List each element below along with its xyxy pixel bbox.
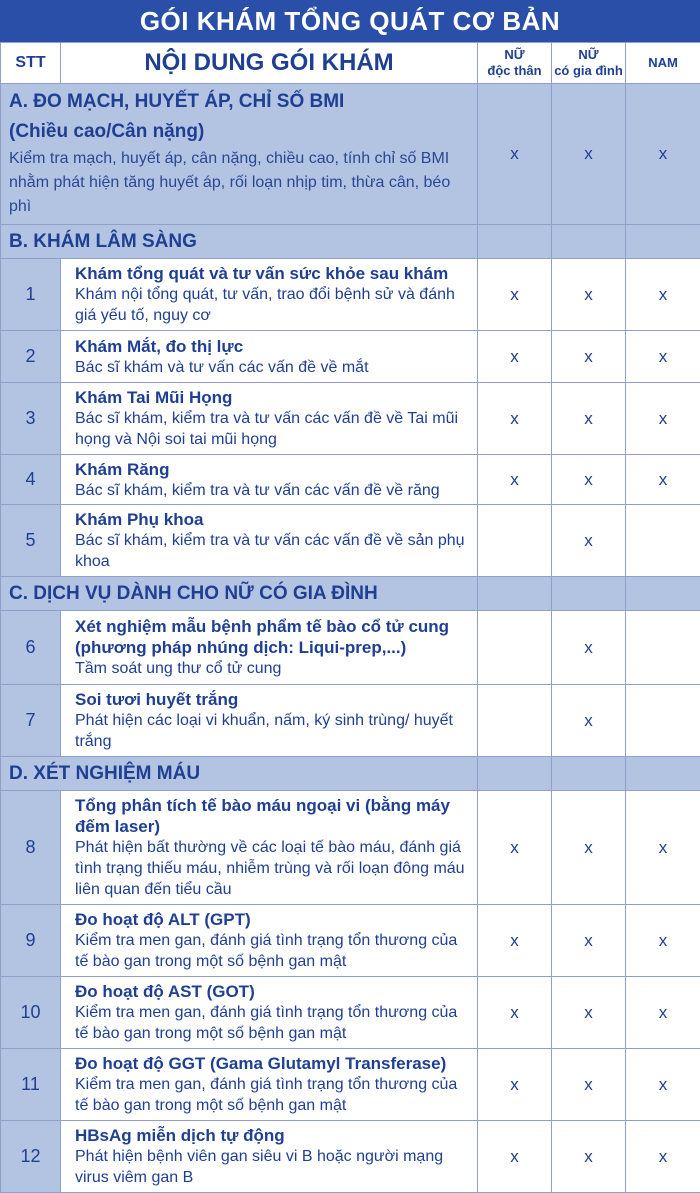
table-row [1, 685, 700, 757]
married-mark: x [552, 259, 626, 331]
single-mark: x [478, 977, 552, 1049]
male-mark: x [626, 259, 700, 331]
table-row [1, 791, 700, 905]
married-mark: x [552, 505, 626, 577]
table-row [1, 331, 700, 383]
single-mark: x [478, 455, 552, 505]
single-mark [478, 505, 552, 577]
row-number: 11 [1, 1049, 61, 1121]
exam-package-table [0, 42, 700, 1193]
row-content [61, 259, 478, 331]
married-mark: x [552, 1049, 626, 1121]
item-description: Bác sĩ khám, kiểm tra và tư vấn các vấn đề về sản phụ khoa [75, 530, 471, 572]
section-c-spacer [552, 577, 626, 611]
page-title: GÓI KHÁM TỔNG QUÁT CƠ BẢN [0, 0, 700, 42]
section-a-single-mark: x [478, 84, 552, 225]
item-description: Khám nội tổng quát, tư vấn, trao đổi bệnh sử và đánh giá yếu tố, nguy cơ [75, 284, 471, 326]
item-name: Soi tươi huyết trắng [75, 689, 471, 710]
single-mark: x [478, 1049, 552, 1121]
section-a-title: A. ĐO MẠCH, HUYẾT ÁP, CHỈ SỐ BMI [9, 87, 469, 117]
item-description: Phát hiện bệnh viên gan siêu vi B hoặc người mạng virus viêm gan B [75, 1146, 471, 1188]
table-row [1, 977, 700, 1049]
section-c-spacer [478, 577, 552, 611]
married-mark: x [552, 611, 626, 685]
section-d-title: D. XÉT NGHIỆM MÁU [1, 757, 478, 791]
male-mark: x [626, 1121, 700, 1193]
male-mark [626, 685, 700, 757]
male-mark: x [626, 977, 700, 1049]
section-c-row [1, 577, 700, 611]
section-b-title: B. KHÁM LÂM SÀNG [1, 225, 478, 259]
row-number: 10 [1, 977, 61, 1049]
item-name: Khám Răng [75, 459, 471, 480]
item-description: Kiểm tra men gan, đánh giá tình trạng tổn thương của tế bào gan trong một số bệnh gan mật [75, 1074, 471, 1116]
row-number: 7 [1, 685, 61, 757]
header-content: NỘI DUNG GÓI KHÁM [61, 43, 478, 84]
table-header-row [1, 43, 700, 84]
married-mark: x [552, 1121, 626, 1193]
male-mark: x [626, 331, 700, 383]
section-b-spacer [478, 225, 552, 259]
row-content [61, 383, 478, 455]
single-mark: x [478, 1121, 552, 1193]
row-number: 9 [1, 905, 61, 977]
row-number: 4 [1, 455, 61, 505]
item-name: Đo hoạt độ AST (GOT) [75, 981, 471, 1002]
item-name: Khám Phụ khoa [75, 509, 471, 530]
row-content [61, 905, 478, 977]
row-number: 1 [1, 259, 61, 331]
item-description: Kiểm tra men gan, đánh giá tình trạng tổn thương của tế bào gan trong một số bệnh gan mật [75, 930, 471, 972]
table-row [1, 259, 700, 331]
section-d-row [1, 757, 700, 791]
married-mark: x [552, 455, 626, 505]
row-number: 12 [1, 1121, 61, 1193]
married-mark: x [552, 383, 626, 455]
row-number: 8 [1, 791, 61, 905]
table-row [1, 1121, 700, 1193]
section-d-spacer [552, 757, 626, 791]
row-content [61, 611, 478, 685]
section-a-married-mark: x [552, 84, 626, 225]
row-content [61, 505, 478, 577]
row-content [61, 455, 478, 505]
table-row [1, 905, 700, 977]
header-married-female [552, 43, 626, 84]
item-name: Khám tổng quát và tư vấn sức khỏe sau khám [75, 263, 471, 284]
male-mark: x [626, 905, 700, 977]
married-mark: x [552, 905, 626, 977]
single-mark: x [478, 791, 552, 905]
item-description: Phát hiện các loại vi khuẩn, nấm, ký sinh trùng/ huyết trắng [75, 710, 471, 752]
section-a-description: Kiểm tra mạch, huyết áp, cân nặng, chiều cao, tính chỉ số BMI nhằm phát hiện tăng huyết áp, rối loạn nhịp tim, thừa cân, béo phì [9, 147, 469, 221]
table-row [1, 1049, 700, 1121]
male-mark [626, 611, 700, 685]
row-content [61, 1121, 478, 1193]
single-mark [478, 611, 552, 685]
section-c-spacer [626, 577, 700, 611]
item-name: HBsAg miễn dịch tự động [75, 1125, 471, 1146]
item-name: Khám Tai Mũi Họng [75, 387, 471, 408]
section-a-cell [1, 84, 478, 225]
table-row [1, 455, 700, 505]
item-description: Tầm soát ung thư cổ tử cung [75, 658, 471, 679]
section-d-spacer [626, 757, 700, 791]
row-content [61, 1049, 478, 1121]
item-description: Phát hiện bất thường về các loại tế bào máu, đánh giá tình trạng thiếu máu, nhiễm trùng và rối loạn đông máu liên quan đến tiểu cầu [75, 837, 471, 900]
row-content [61, 685, 478, 757]
table-row [1, 611, 700, 685]
single-mark: x [478, 905, 552, 977]
section-b-spacer [626, 225, 700, 259]
item-description: Kiểm tra men gan, đánh giá tình trạng tổn thương của tế bào gan trong một số bệnh gan mật [75, 1002, 471, 1044]
married-mark: x [552, 685, 626, 757]
section-a-male-mark: x [626, 84, 700, 225]
married-mark: x [552, 331, 626, 383]
single-mark: x [478, 259, 552, 331]
table-row [1, 505, 700, 577]
item-description: Bác sĩ khám và tư vấn các vấn đề về mắt [75, 357, 471, 378]
item-name: Tổng phân tích tế bào máu ngoại vi (bằng máy đếm laser) [75, 795, 471, 837]
married-mark: x [552, 791, 626, 905]
row-number: 3 [1, 383, 61, 455]
male-mark: x [626, 455, 700, 505]
male-mark: x [626, 383, 700, 455]
married-mark: x [552, 977, 626, 1049]
row-number: 5 [1, 505, 61, 577]
row-number: 2 [1, 331, 61, 383]
item-name: Khám Mắt, đo thị lực [75, 336, 471, 357]
row-content [61, 977, 478, 1049]
item-name: Xét nghiệm mẫu bệnh phẩm tế bào cổ tử cung (phương pháp nhúng dịch: Liqui-prep,...) [75, 616, 471, 658]
single-mark: x [478, 383, 552, 455]
section-b-row [1, 225, 700, 259]
header-male: NAM [626, 43, 700, 84]
section-b-spacer [552, 225, 626, 259]
item-description: Bác sĩ khám, kiểm tra và tư vấn các vấn đề về Tai mũi họng và Nội soi tai mũi họng [75, 408, 471, 450]
section-a-row [1, 84, 700, 225]
male-mark: x [626, 791, 700, 905]
item-description: Bác sĩ khám, kiểm tra và tư vấn các vấn đề về răng [75, 480, 471, 501]
header-married-line1: NỮ [578, 47, 598, 62]
single-mark [478, 685, 552, 757]
header-stt: STT [1, 43, 61, 84]
header-single-line1: NỮ [504, 47, 524, 62]
single-mark: x [478, 331, 552, 383]
row-content [61, 331, 478, 383]
header-single-line2: độc thân [487, 63, 541, 78]
row-number: 6 [1, 611, 61, 685]
male-mark: x [626, 1049, 700, 1121]
table-row [1, 383, 700, 455]
header-single-female [478, 43, 552, 84]
item-name: Đo hoạt độ ALT (GPT) [75, 909, 471, 930]
item-name: Đo hoạt độ GGT (Gama Glutamyl Transferase) [75, 1053, 471, 1074]
header-married-line2: có gia đình [554, 63, 623, 78]
male-mark [626, 505, 700, 577]
section-a-subtitle: (Chiều cao/Cân nặng) [9, 117, 469, 147]
section-d-spacer [478, 757, 552, 791]
section-c-title: C. DỊCH VỤ DÀNH CHO NỮ CÓ GIA ĐÌNH [1, 577, 478, 611]
row-content [61, 791, 478, 905]
